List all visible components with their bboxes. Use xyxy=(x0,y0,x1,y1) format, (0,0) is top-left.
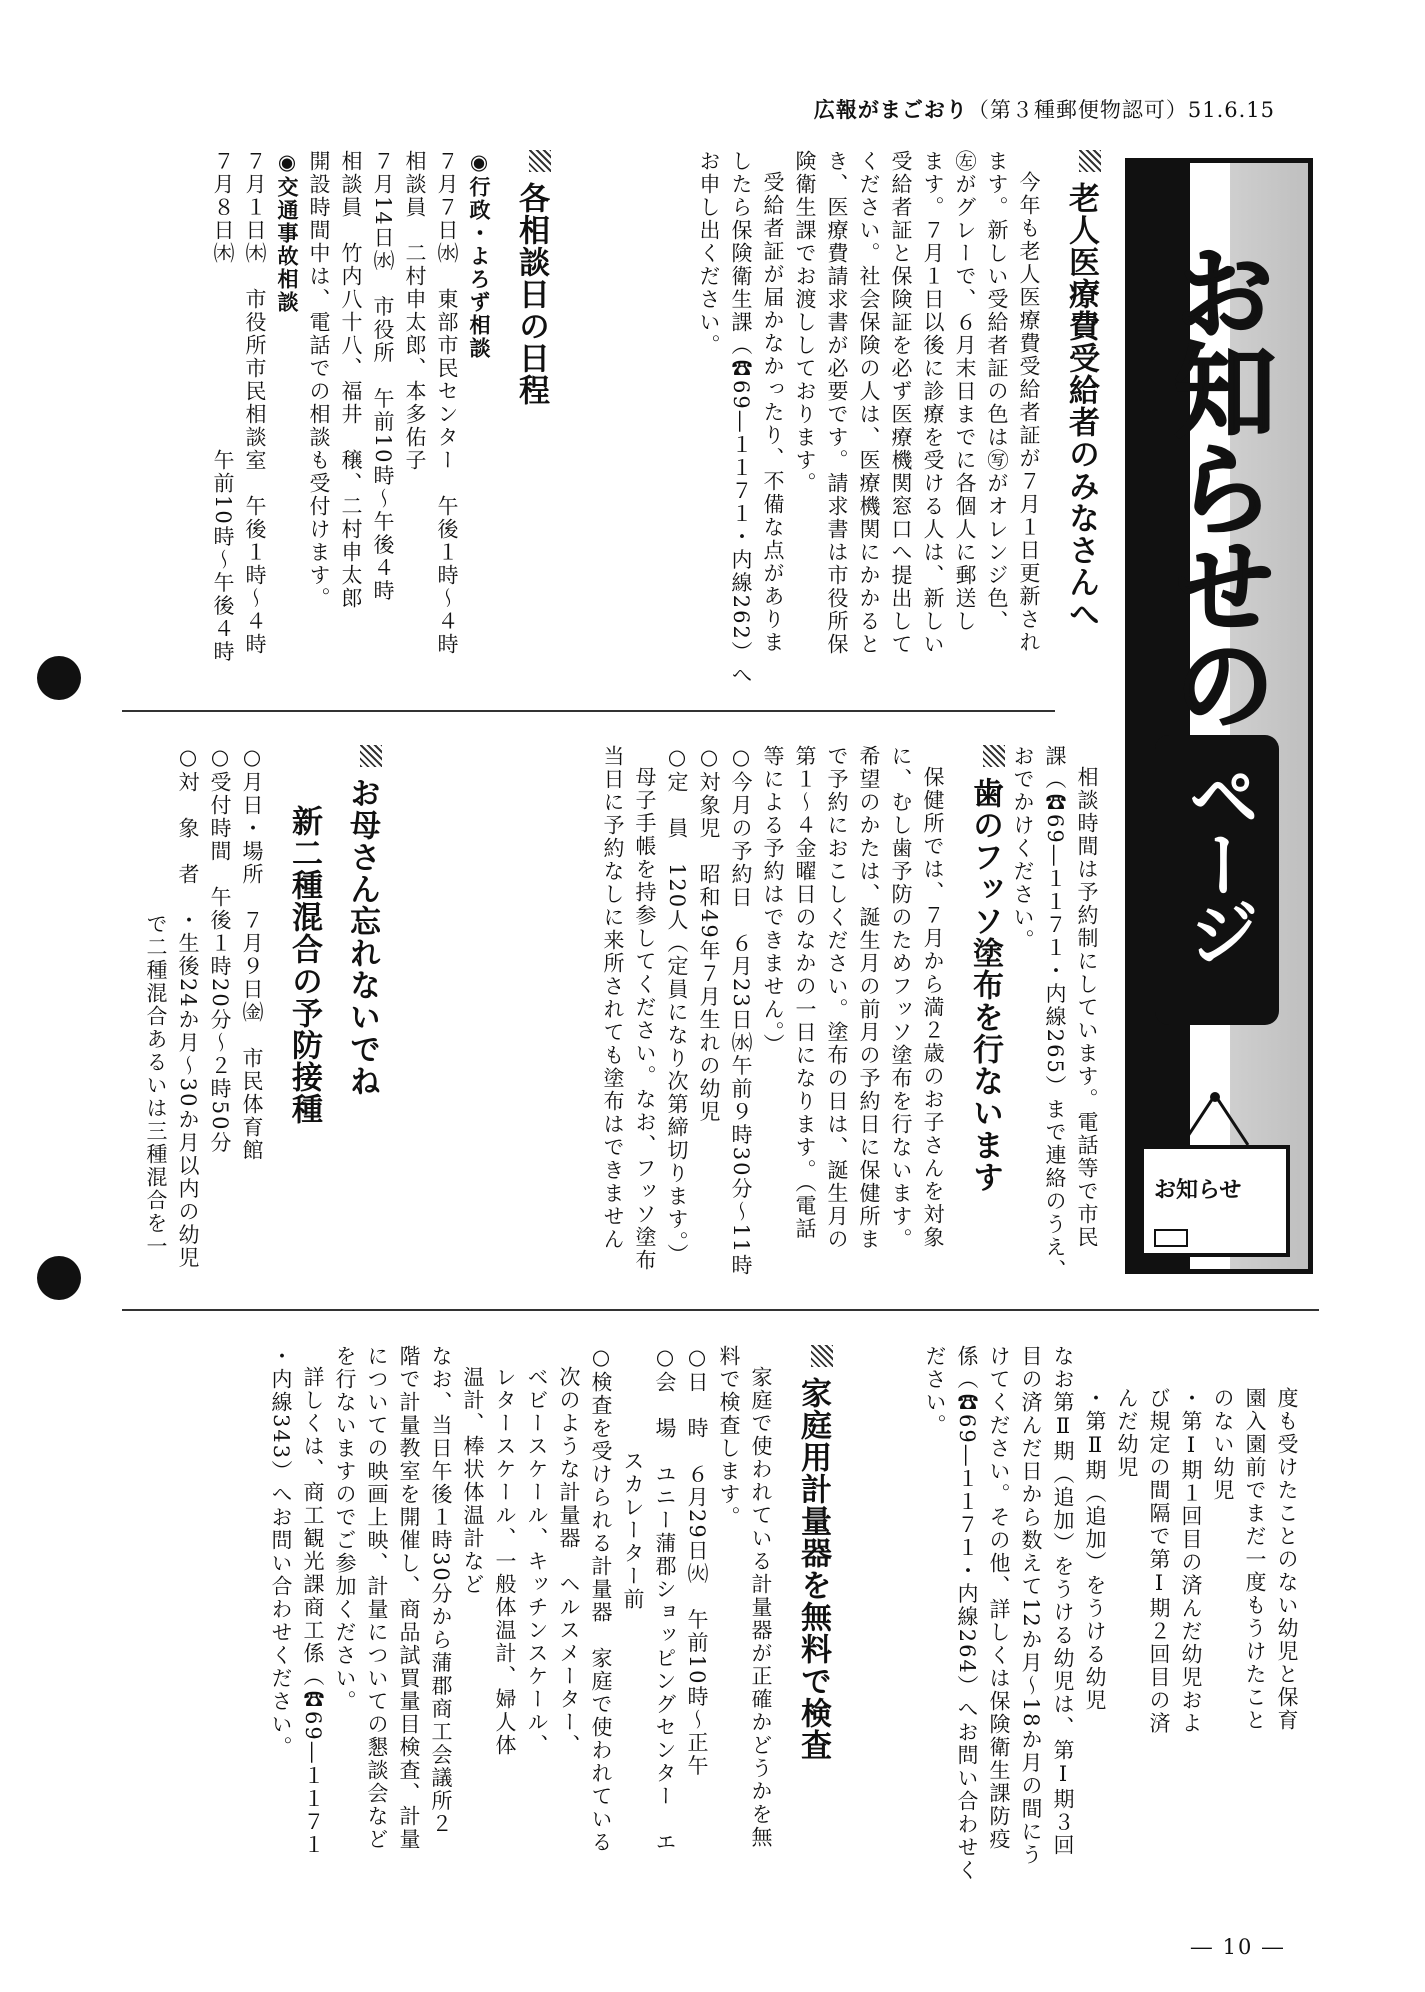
schedule-line: 開設時間中は、電話での相談も受付けます。 xyxy=(307,150,331,610)
paragraph-line: ○受付時間 午後１時20分～２時50分 xyxy=(208,745,232,1155)
schedule-line: 相談員 竹内八十八、福井 穣、二村申太郎 xyxy=(339,150,363,610)
paragraph-line: ○月日・場所 ７月９日㈮ 市民体育館 xyxy=(240,745,264,1162)
punch-hole-bottom xyxy=(37,1256,81,1300)
schedule-line: 相談員 二村申太郎、本多佑子 xyxy=(403,150,427,472)
gyosei-title: ◉行政・よろず相談 xyxy=(467,150,491,360)
paragraph-line: 園入園前でまだ一度もうけたこと xyxy=(1243,1387,1267,1732)
paragraph-line: スカレーター前 xyxy=(621,1450,645,1611)
sign-calendar xyxy=(1154,1229,1188,1247)
divider-upper xyxy=(122,710,1055,712)
paragraph-line: 階で計量教室を開催し、商品試買量目検査、計量 xyxy=(397,1345,421,1851)
heading-hatch-icon xyxy=(811,1345,833,1367)
postal-permit: （第３種郵便物認可） xyxy=(967,98,1188,122)
paragraph-line: 保健所では、７月から満２歳のお子さんを対象 xyxy=(921,766,945,1249)
paragraph-line: ○対象児 昭和49年７月生れの幼児 xyxy=(697,745,721,1124)
sign-label: お知らせ xyxy=(1154,1178,1242,1203)
vaccine-heading-2: 新二種混合の予防接種 xyxy=(286,805,322,1125)
paragraph-line: に、むし歯予防のためフッソ塗布を行ないます。 xyxy=(889,745,913,1251)
masthead-title-text: お知らせ xyxy=(1157,240,1276,632)
consult-heading: 各相談日の日程 xyxy=(509,150,553,690)
schedule-line: ７月１日㈭ 市役所市民相談室 午後１時～４時 xyxy=(243,150,267,656)
paragraph-line: ○今月の予約日 ６月23日㈬午前９時30分～11時 xyxy=(729,745,753,1278)
paragraph-line: 険衛生課でお渡ししております。 xyxy=(793,150,817,495)
paragraph-line: ます。新しい受給者証の色は㊢がオレンジ色、 xyxy=(985,150,1009,633)
masthead-page-text: ページ xyxy=(1176,760,1260,964)
paragraph-line: ベビースケール、キッチンスケール、 xyxy=(525,1366,549,1757)
vaccine-heading-1: お母さん忘れないでね xyxy=(340,745,384,1285)
paragraph-line: なお第Ⅱ期（追加）をうける幼児は、第Ⅰ期３回 xyxy=(1051,1345,1075,1857)
paragraph-line: ださい。 xyxy=(923,1345,947,1437)
paragraph-line: 希望のかたは、誕生月の前月の予約日に保健所ま xyxy=(857,745,881,1251)
paragraph-line: ○検査を受けられる計量器 家庭で使われている xyxy=(589,1345,613,1854)
heading-hatch-icon xyxy=(360,745,382,767)
paragraph-line: ・第Ⅰ期１回目の済んだ幼児およ xyxy=(1179,1387,1203,1735)
paragraph-line: お申し出ください。 xyxy=(697,150,721,357)
schedule-line: ７月14日㈬ 市役所 午前10時～午後４時 xyxy=(371,150,395,603)
paragraph-line: ○会 場 ユニー蒲郡ショッピングセンター エ xyxy=(653,1345,677,1854)
measure-heading: 家庭用計量器を無料で検査 xyxy=(791,1345,835,1905)
paragraph-line: 次のような計量器 ヘルスメーター、 xyxy=(557,1366,581,1757)
measure-article xyxy=(265,1345,835,1905)
paragraph-line: ㊧がグレーで、６月末日までに各個人に郵送し xyxy=(953,150,977,633)
paragraph-line: ○日 時 ６月29日㈫ 午前10時～正午 xyxy=(685,1345,709,1778)
paragraph-line: おでかけください。 xyxy=(1011,745,1035,952)
paragraph-line: 温計、棒状体温計など xyxy=(461,1366,485,1596)
paragraph-line: を行ないますのでご参加ください。 xyxy=(333,1345,357,1713)
issue-date: 51.6.15 xyxy=(1187,98,1275,122)
page-header xyxy=(814,94,1275,124)
paragraph-line: なお、当日午後１時30分から蒲郡商工会議所２ xyxy=(429,1345,453,1836)
sign-board xyxy=(1140,1145,1290,1257)
paragraph-line: けてください。その他、詳しくは保険衛生課防疫 xyxy=(987,1345,1011,1851)
sign-string xyxy=(1180,1091,1250,1147)
vaccine-article-body xyxy=(140,745,384,1285)
consult-article xyxy=(207,150,553,690)
paragraph-line: 受給者証が届かなかったり、不備な点がありま xyxy=(761,171,785,654)
publication-title: 広報がまごおり xyxy=(813,98,968,122)
paragraph-line: 係（☎69―１１７１・内線264）へお問い合わせく xyxy=(955,1345,979,1882)
paragraph-line: 目の済んだ日から数えて12か月～18か月の間にう xyxy=(1019,1345,1043,1867)
divider-lower xyxy=(122,1309,1319,1311)
paragraph-line: レタースケール、一般体温計、婦人体 xyxy=(493,1366,517,1757)
paragraph-line: 家庭で使われている計量器が正確かどうかを無 xyxy=(749,1366,773,1849)
paragraph-line: ください。社会保険の人は、医療機関にかかると xyxy=(857,150,881,656)
paragraph-line: 料で検査します。 xyxy=(717,1345,741,1529)
paragraph-line: ○定 員 120人（定員になり次第締切ります。） xyxy=(665,745,689,1267)
heading-hatch-icon xyxy=(983,745,1005,767)
paragraph-line: で二種混合あるいは三種混合を一 xyxy=(144,913,168,1258)
paragraph-line: び規定の間隔で第Ⅰ期２回目の済 xyxy=(1147,1387,1171,1735)
paragraph-line: 当日に予約なしに来所されても塗布はできません xyxy=(601,745,625,1251)
paragraph-line: 母子手帳を持参してください。なお、フッソ塗布 xyxy=(633,766,657,1272)
paragraph-line: き、医療費請求書が必要です。請求書は市役所保 xyxy=(825,150,849,656)
dental-heading: 歯のフッソ塗布を行ないます xyxy=(963,745,1007,1285)
paragraph-line: 相談時間は予約制にしています。電話等で市民 xyxy=(1075,766,1099,1249)
paragraph-line: ・内線343）へお問い合わせください。 xyxy=(269,1345,293,1760)
elderly-heading: 老人医療費受給者のみなさんへ xyxy=(1059,150,1103,690)
paragraph-line: んだ幼児 xyxy=(1115,1387,1139,1479)
punch-hole-top xyxy=(37,656,81,700)
masthead-no: の xyxy=(1157,632,1276,730)
paragraph-line: 受給者証と保険証を必ず医療機関窓口へ提出して xyxy=(889,150,913,656)
elderly-article xyxy=(693,150,1103,690)
notice-sign-icon xyxy=(1140,1085,1300,1260)
kotsu-title: ◉交通事故相談 xyxy=(275,150,299,314)
dental-article xyxy=(597,745,1103,1285)
paragraph-line: で予約におこしください。塗布の日は、誕生月の xyxy=(825,745,849,1251)
vaccine-continued xyxy=(919,1345,1303,1905)
paragraph-line: 今年も老人医療費受給者証が７月１日更新され xyxy=(1017,171,1041,654)
paragraph-line: ・第Ⅱ期（追加）をうける幼児 xyxy=(1083,1387,1107,1712)
masthead-title xyxy=(1141,240,1291,730)
paragraph-line: したら保険衛生課（☎69―１１７１・内線262）へ xyxy=(729,150,753,687)
paragraph-line: のない幼児 xyxy=(1211,1387,1235,1502)
paragraph-line: 等による予約はできません。） xyxy=(761,745,785,1057)
heading-hatch-icon xyxy=(529,150,551,172)
paragraph-line: ます。７月１日以後に診療を受ける人は、新しい xyxy=(921,150,945,656)
paragraph-line: 度も受けたことのない幼児と保育 xyxy=(1275,1387,1299,1732)
page-number: ― 10 ― xyxy=(1190,1935,1285,1959)
paragraph-line: ○対 象 者 ・生後24か月～30か月以内の幼児 xyxy=(176,745,200,1270)
paragraph-line: 詳しくは、商工観光課商工係（☎69―１１７１ xyxy=(301,1366,325,1857)
paragraph-line: についての映画上映、計量についての懇談会など xyxy=(365,1345,389,1851)
paragraph-line: 第１～４金曜日のなかの一日になります。（電話 xyxy=(793,745,817,1241)
schedule-line: ７月７日㈬ 東部市民センター 午後１時～４時 xyxy=(435,150,459,656)
heading-hatch-icon xyxy=(1079,150,1101,172)
schedule-line: ７月８日㈭ 午前10時～午後４時 xyxy=(211,150,235,664)
paragraph-line: 課（☎69―１１７１・内線265）まで連絡のうえ、 xyxy=(1043,745,1067,1282)
